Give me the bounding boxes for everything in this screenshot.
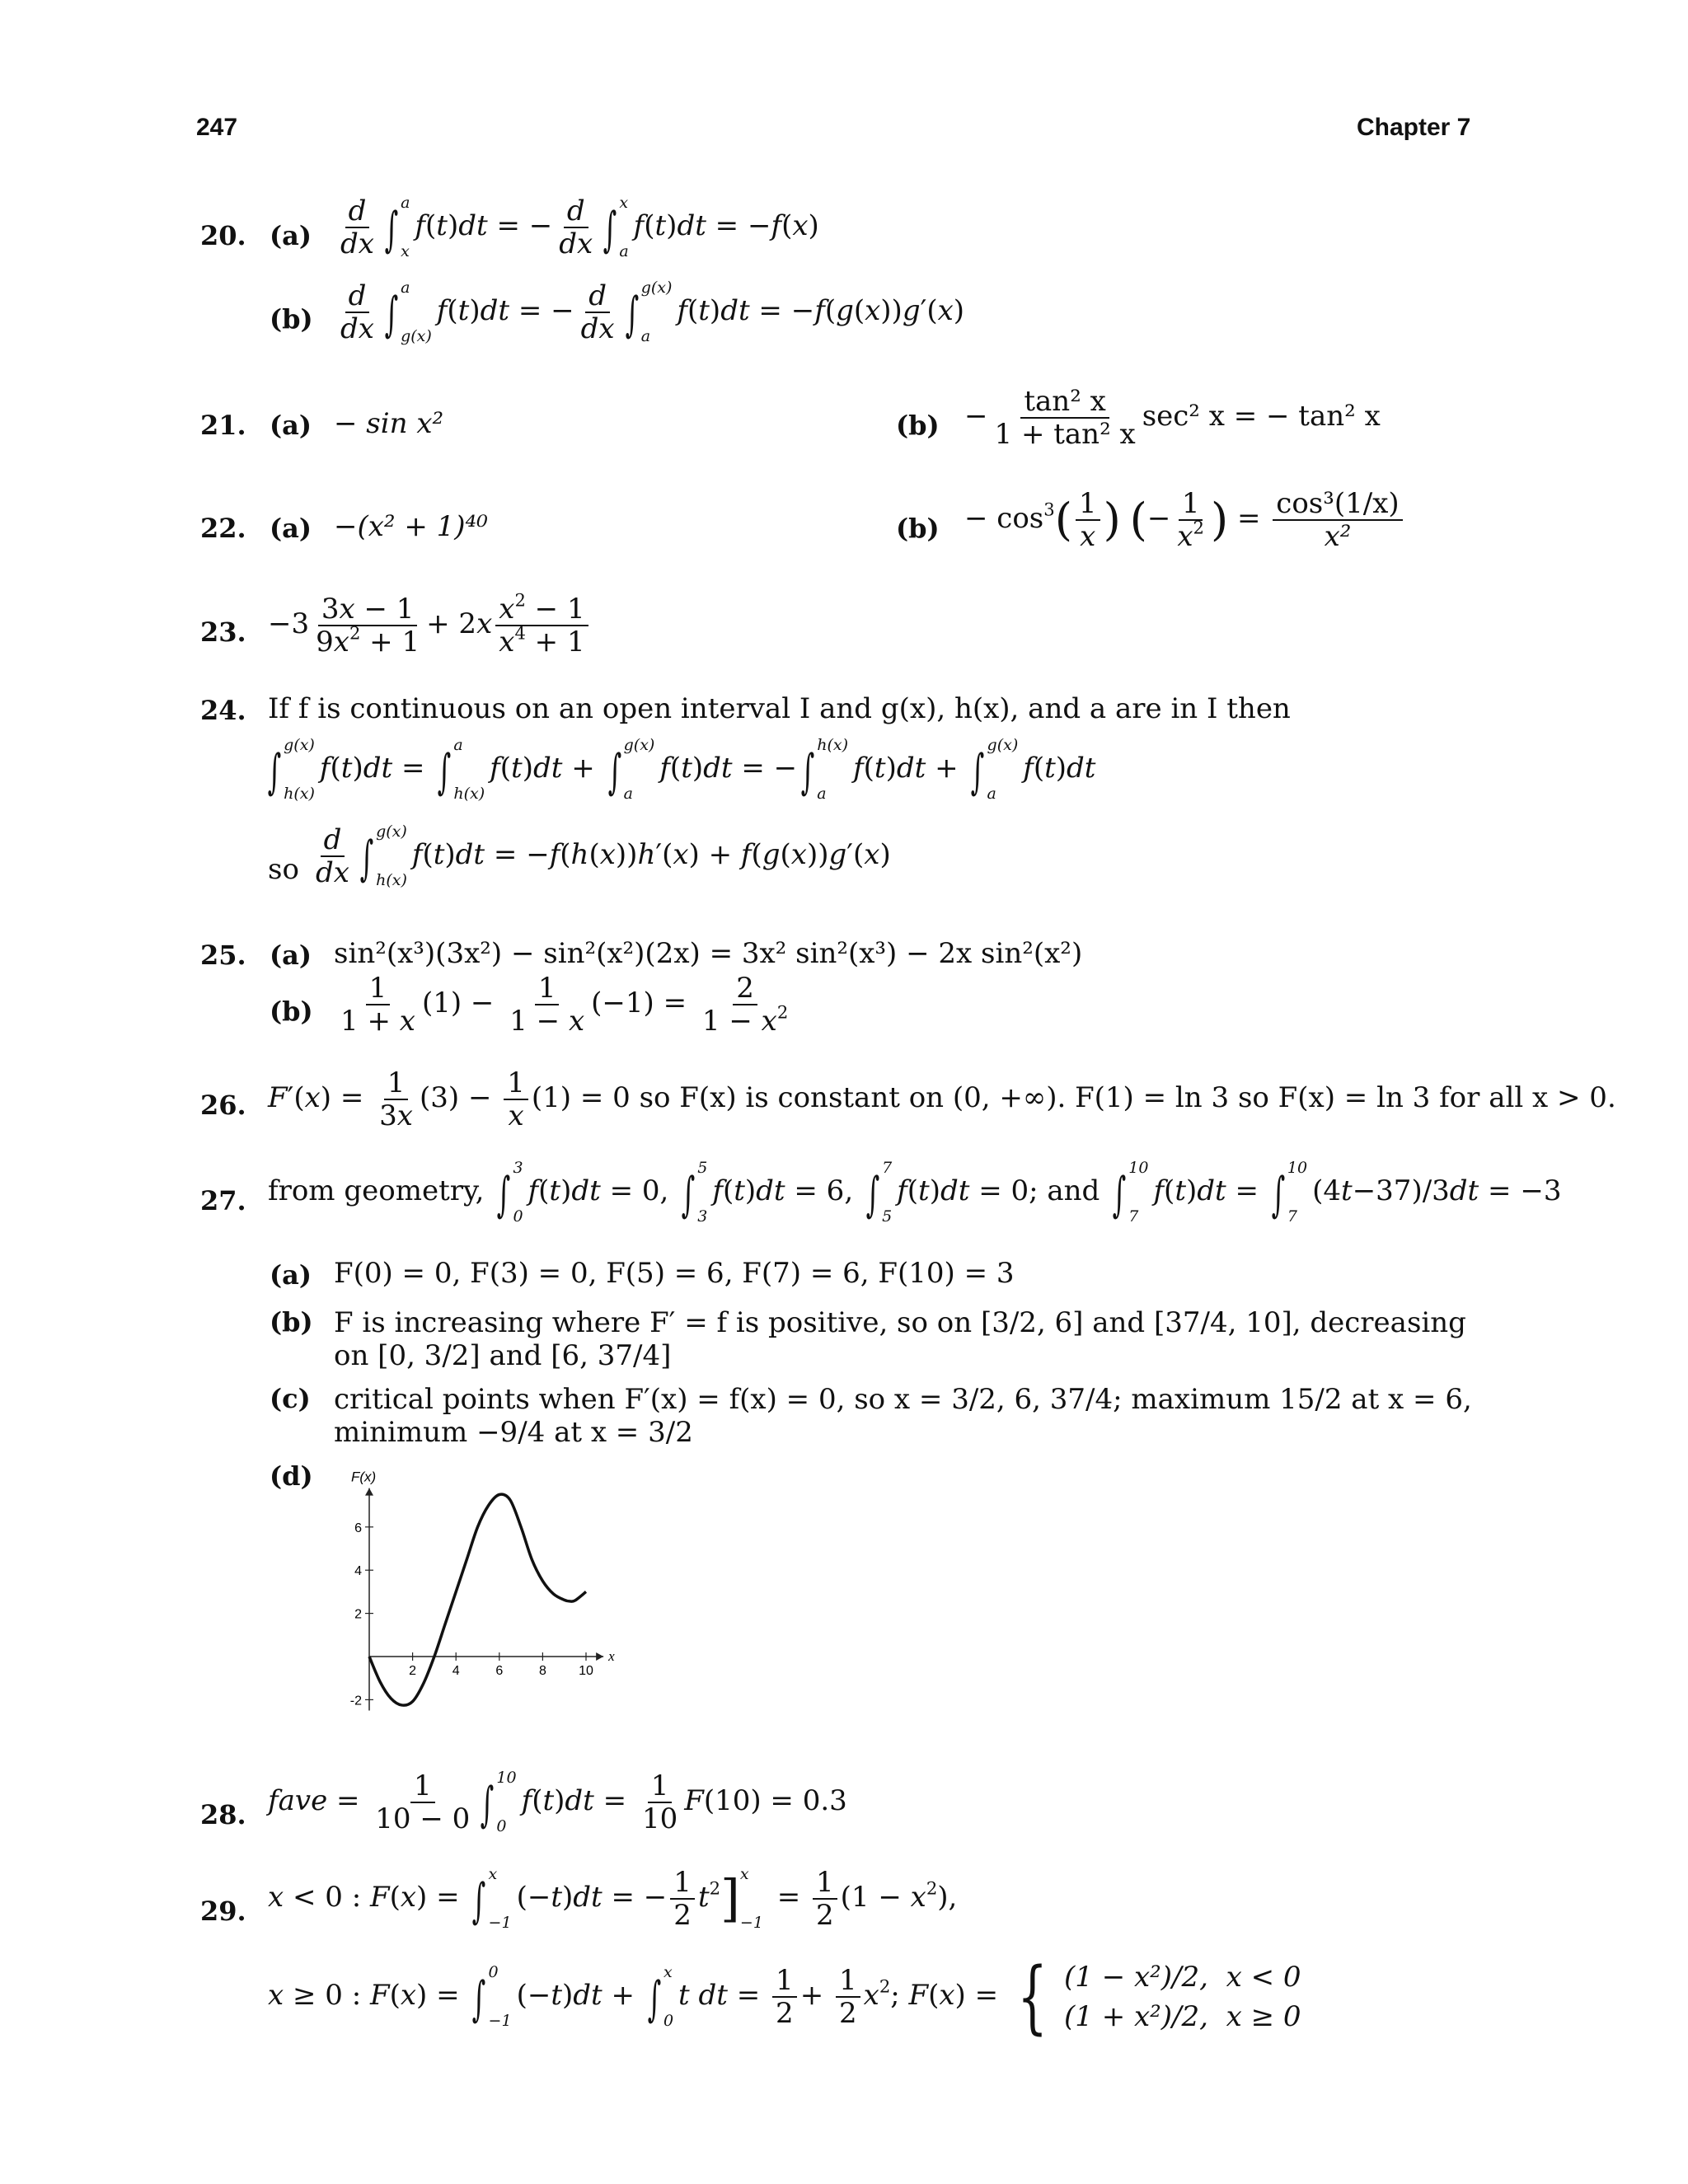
page-number: 247: [196, 114, 238, 141]
y-tick-label: 2: [354, 1607, 362, 1622]
problem-20-part-b-label: (b): [270, 303, 313, 335]
problem-20-number: 20.: [200, 220, 246, 251]
problem-20-part-a-label: (a): [270, 220, 312, 251]
problem-27-geometry: from geometry, ∫ 3 0 f(t)dt = 0, ∫ 5 3 f(t)dt = 6, ∫ 7 5 f(t)dt = 0; and ∫ 10 7 f(t)dt = ∫ 10 7 (4t−37)/3dt = −3: [268, 1159, 1562, 1226]
x-tick-label: 6: [495, 1664, 504, 1678]
problem-27-part-a-answer: F(0) = 0, F(3) = 0, F(5) = 6, F(7) = 6, F(10) = 3: [334, 1257, 1015, 1290]
x-tick-label: 10: [579, 1664, 593, 1678]
problem-22-number: 22.: [200, 513, 246, 544]
problem-29-cond-1: x < 0: [1226, 1961, 1301, 1994]
problem-23-number: 23.: [200, 616, 246, 648]
problem-27-number: 27.: [200, 1185, 246, 1216]
problem-25-number: 25.: [200, 940, 246, 971]
problem-27-part-c-answer: critical points when F′(x) = f(x) = 0, so x = 3/2, 6, 37/4; maximum 15/2 at x = 6, minimum −9/4 at x = 3/2: [334, 1383, 1472, 1450]
y-axis-label: F(x): [351, 1469, 377, 1485]
problem-23-answer: −3 $\frac{3x - 1}{9x^2 + 1}$ + 2x $\frac{x^2 - 1}{x^4 + 1}$: [268, 595, 592, 656]
chapter-title: Chapter 7: [1357, 114, 1471, 141]
problem-29-line-1: x < 0 : F(x) = ∫ x −1 (−t)dt = − $\frac{1}{2}$ $t^2$] x −1 = $\frac{1}{2}$ $(1 - x^2)$,: [268, 1865, 958, 1932]
problem-26-number: 26.: [200, 1090, 246, 1121]
problem-21-part-a-label: (a): [270, 410, 312, 441]
problem-24-number: 24.: [200, 695, 246, 726]
problem-24-decomposition: ∫ g(x) h(x) f(t)dt = ∫ a h(x) f(t)dt + ∫ g(x) a f(t)dt = −∫ h(x) a f(t)dt + ∫ g(x) a f(t)dt: [267, 736, 1096, 803]
problem-21-part-a-answer: − sin x²: [334, 407, 444, 440]
x-tick-label: 2: [409, 1664, 417, 1678]
problem-26-answer: F′(x) = $\frac{1}{3x}$ (3) − $\frac{1}{x}$ (1) = 0 so F(x) is constant on (0, +∞). F(1) = ln 3 so F(x) = ln 3 for all x > 0.: [268, 1066, 1616, 1132]
problem-25-part-a-answer: sin²(x³)(3x²) − sin²(x²)(2x) = 3x² sin²(x³) − 2x sin²(x²): [334, 937, 1083, 970]
problem-22-part-a-label: (a): [270, 513, 312, 544]
problem-21-number: 21.: [200, 410, 246, 441]
problem-22-part-b-answer: − $\cos^3$( $\frac{1}{x}$ ) (− $\frac{1}{x^2}$ ) = $\frac{\text{cos³(1/x)}}{\text{x²}}$: [964, 490, 1406, 551]
problem-29-case-2: (1 + x²)/2,: [1064, 2000, 1208, 2033]
problem-21-b-denominator: 1 + tan² x: [994, 418, 1136, 451]
y-tick-label: 4: [354, 1564, 362, 1579]
x-tick-label: 8: [538, 1664, 546, 1678]
problem-21-b-rest: sec² x = − tan² x: [1142, 400, 1381, 433]
y-axis-arrow: [365, 1488, 373, 1496]
problem-27-part-a-label: (a): [270, 1259, 312, 1291]
problem-28-lhs: fave =: [268, 1784, 360, 1817]
problem-26-tail: (1) = 0 so F(x) is constant on (0, +∞). F(1) = ln 3 so F(x) = ln 3 for all x > 0.: [531, 1081, 1616, 1114]
problem-27-lead: from geometry,: [268, 1174, 485, 1207]
series-line-F: [369, 1494, 586, 1705]
problem-29-number: 29.: [200, 1896, 246, 1927]
problem-21-part-b-answer: − $\frac{\text{tan² x}}{\text{1 + tan² x}}$ sec² x = − tan² x: [964, 385, 1381, 451]
problem-27-part-b-label: (b): [270, 1306, 313, 1338]
problem-25-part-b-label: (b): [270, 996, 313, 1027]
problem-24-statement: If f is continuous on an open interval I and g(x), h(x), and a are in I then: [268, 692, 1291, 725]
x-axis-label: x: [608, 1648, 615, 1664]
problem-27-part-c-label: (c): [270, 1383, 311, 1414]
problem-21-part-b-label: (b): [896, 410, 940, 441]
problem-20-part-a-equation: $\frac{d}{dx}$ ∫ a x f(t)dt = − $\frac{d}{dx}$ ∫ x a f(t)dt = −f(x): [340, 194, 819, 260]
x-tick-label: 4: [452, 1664, 460, 1678]
x-axis-arrow: [596, 1652, 603, 1661]
problem-24-result: $\frac{d}{dx}$ ∫ g(x) h(x) f(t)dt = −f(h(x))h′(x) + f(g(x))g′(x): [316, 823, 891, 889]
problem-24-so-label: so: [268, 853, 299, 886]
problem-22-b-rhs-numerator: cos³(1/x): [1273, 490, 1402, 521]
problem-28-answer: fave = $\frac{1}{10 - 0}$ ∫ 10 0 f(t)dt = $\frac{1}{10}$ F(10) = 0.3: [268, 1769, 847, 1835]
problem-20-part-b-equation: $\frac{d}{dx}$ ∫ a g(x) f(t)dt = − $\frac{d}{dx}$ ∫ g(x) a f(t)dt = −f(g(x))g′(x): [340, 279, 965, 345]
problem-29-case-1: (1 − x²)/2,: [1064, 1961, 1208, 1994]
problem-27-graph: [330, 1465, 643, 1713]
y-tick-label: -2: [349, 1694, 362, 1708]
problem-28-number: 28.: [200, 1799, 246, 1830]
problem-29-line-2: x ≥ 0 : F(x) = ∫ 0 −1 (−t)dt + ∫ x 0 t dt = $\frac{1}{2}$ + $\frac{1}{2}$ $x^2$; F(x) = { (1 − x²)/2, x < 0 (1 + x²)/2, x ≥ 0: [268, 1951, 1301, 2043]
problem-27-part-d-label: (d): [270, 1460, 313, 1492]
problem-22-part-a-answer: −(x² + 1)⁴⁰: [334, 510, 488, 543]
problem-27-part-b-answer: F is increasing where F′ = f is positive, so on [3/2, 6] and [37/4, 10], decreasing on [0, 3/2] and [6, 37/4]: [334, 1306, 1466, 1373]
problem-25-part-b-answer: $\frac{1}{1 + x}$ (1) − $\frac{1}{1 - x}$ (−1) = $\frac{2}{1 - x^2}$: [340, 972, 789, 1038]
problem-25-part-a-label: (a): [270, 940, 312, 971]
y-tick-label: 6: [354, 1521, 362, 1535]
problem-22-b-rhs-denominator: x²: [1324, 520, 1352, 553]
problem-22-part-b-label: (b): [896, 513, 940, 544]
problem-29-cond-2: x ≥ 0: [1226, 2000, 1301, 2033]
problem-21-b-numerator: tan² x: [1020, 387, 1109, 419]
